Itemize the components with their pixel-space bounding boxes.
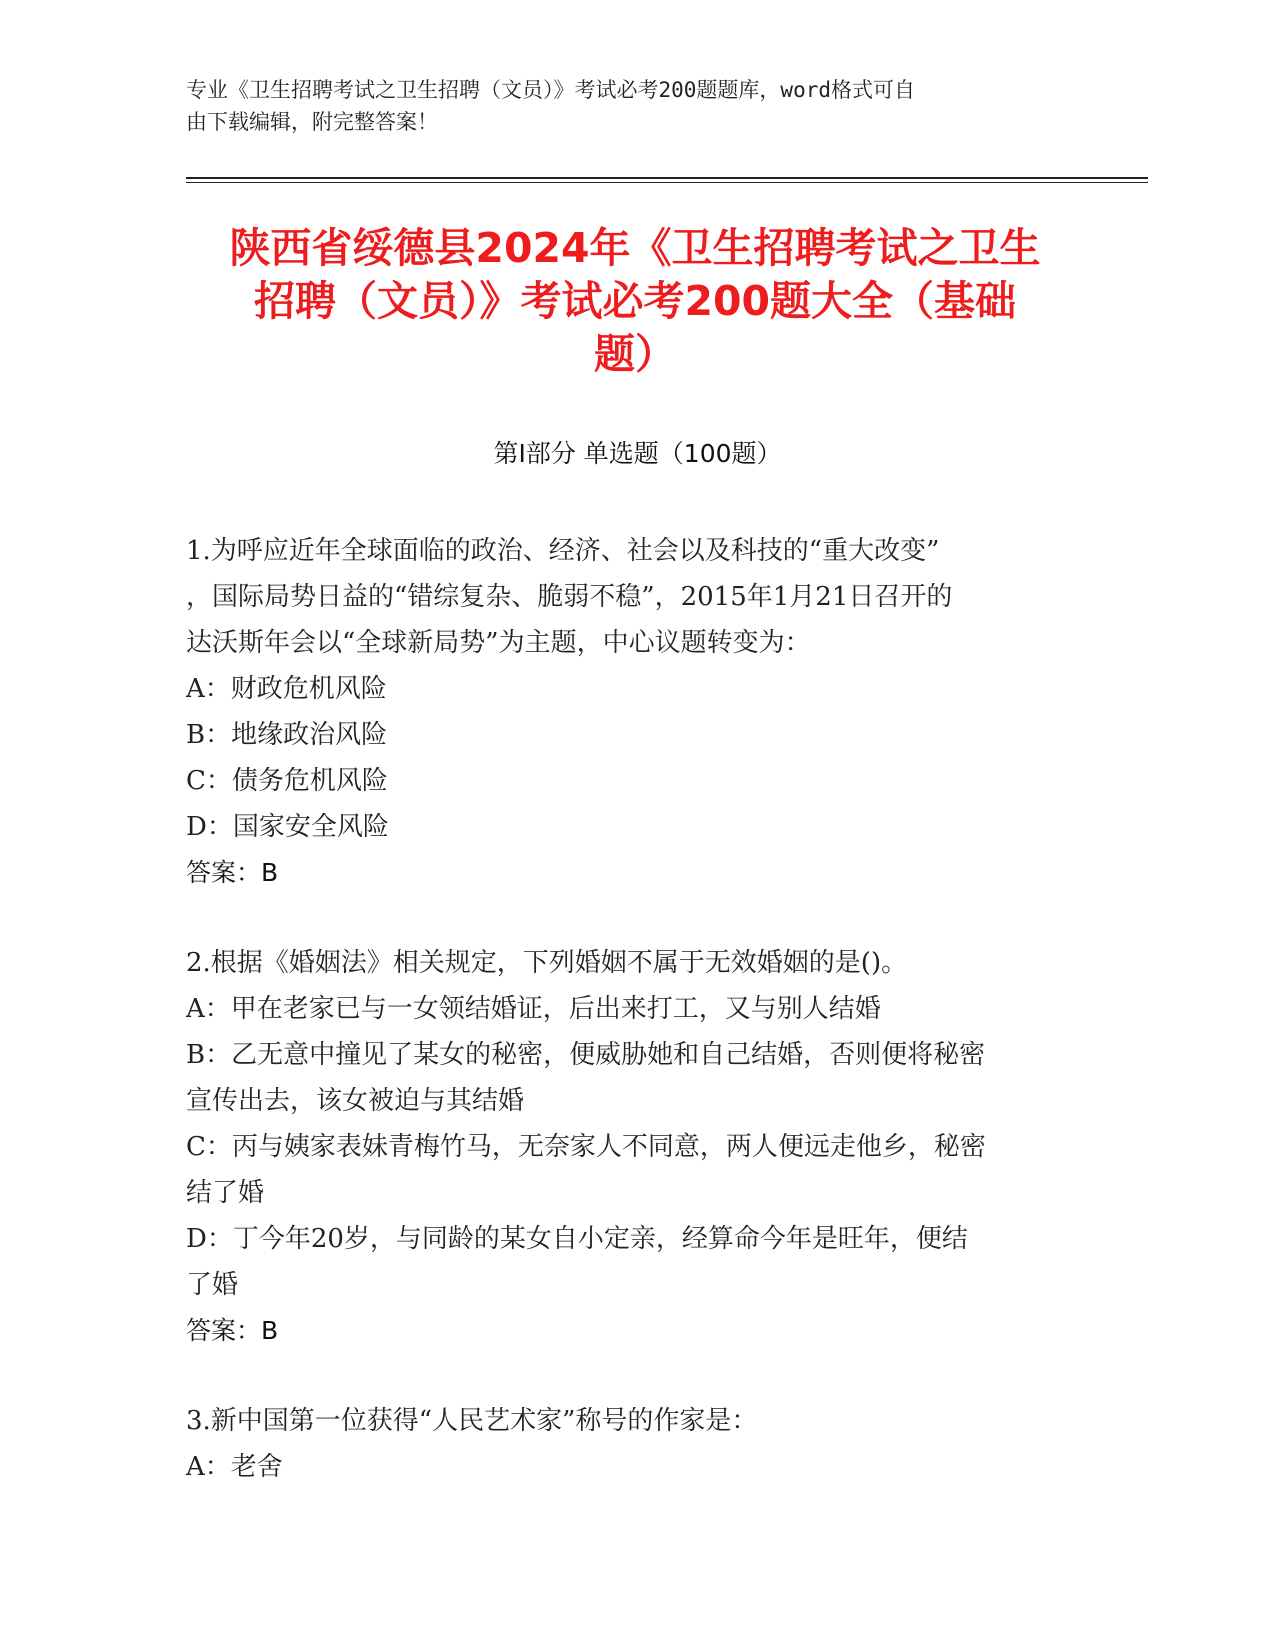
option-c-continued: 结了婚 [186,1178,265,1208]
question-stem-line: 2.根据《婚姻法》相关规定，下列婚姻不属于无效婚姻的是()。 [186,948,908,978]
header-note-line: 专业《卫生招聘考试之卫生招聘（文员）》考试必考200题题库，word格式可自 [186,78,915,102]
option-a: A：财政危机风险 [186,674,387,704]
option-d-continued: 了婚 [186,1270,239,1300]
question-list [186,528,1086,1534]
header-note [186,74,1066,138]
question-stem-line: 3.新中国第一位获得“人民艺术家”称号的作家是： [186,1406,758,1436]
option-b: B：地缘政治风险 [186,720,388,750]
answer: 答案：B [186,1316,279,1345]
option-d: D：丁今年20岁，与同龄的某女自小定亲，经算命今年是旺年，便结 [186,1224,968,1254]
header-note-line: 由下载编辑，附完整答案！ [186,110,438,134]
option-a: A：甲在老家已与一女领结婚证，后出来打工，又与别人结婚 [186,994,881,1024]
header-divider-thick [186,177,1148,179]
option-b-continued: 宣传出去，该女被迫与其结婚 [186,1086,525,1116]
section-title: 第Ⅰ部分 单选题（100题） [493,439,782,468]
header-divider-thin [186,182,1148,183]
question-3 [186,1398,1086,1490]
question-stem-line: 1.为呼应近年全球面临的政治、经济、社会以及科技的“重大改变” [186,536,940,566]
document-title [170,222,1100,381]
option-d: D：国家安全风险 [186,812,389,842]
question-stem-line: 达沃斯年会以“全球新局势”为主题，中心议题转变为： [186,628,811,658]
title-line: 招聘（文员）》考试必考200题大全（基础 [253,277,1017,325]
option-c: C：债务危机风险 [186,766,388,796]
answer: 答案：B [186,858,279,887]
option-c: C：丙与姨家表妹青梅竹马，无奈家人不同意，两人便远走他乡，秘密 [186,1132,986,1162]
question-stem-line: ，国际局势日益的“错综复杂、脆弱不稳”，2015年1月21日召开的 [186,582,953,612]
title-line: 题） [594,330,676,378]
option-a: A：老舍 [186,1452,283,1482]
question-2 [186,940,1086,1354]
option-b: B：乙无意中撞见了某女的秘密，便威胁她和自己结婚，否则便将秘密 [186,1040,986,1070]
question-1 [186,528,1086,896]
title-line: 陕西省绥德县2024年《卫生招聘考试之卫生 [229,224,1041,272]
